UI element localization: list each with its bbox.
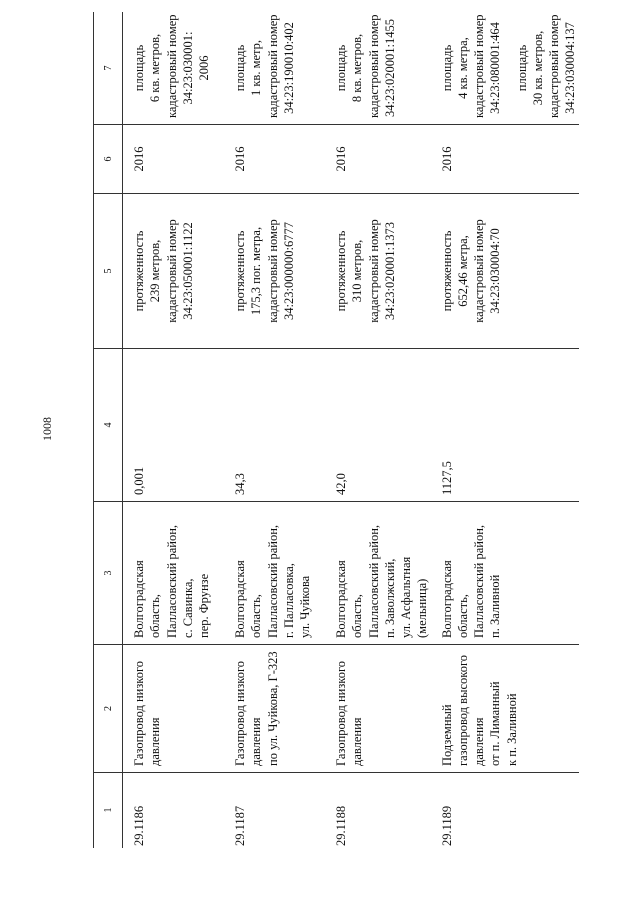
land-line: кадастровый номер xyxy=(547,14,561,118)
description-line: 34:23:000000:6777 xyxy=(281,222,296,320)
description-line: 34:23:020001:1373 xyxy=(382,222,397,320)
location-line: с. Савинка, xyxy=(180,578,195,638)
entry-number: 29.1187 xyxy=(233,805,247,846)
entry-number: 29.1189 xyxy=(439,805,454,846)
object-name-line: Газопровод низкого xyxy=(132,660,146,766)
cell-description xyxy=(325,194,431,349)
description-line: протяженность xyxy=(233,230,247,312)
land-line: площадь xyxy=(233,44,247,92)
entry-number: 29.1186 xyxy=(132,805,146,846)
land-line: 6 кв. метров, xyxy=(148,33,163,103)
location-line: область, xyxy=(148,594,163,638)
cell-name xyxy=(325,645,431,773)
description-line: 34:23:050001:1122 xyxy=(180,222,195,320)
land-line: кадастровый номер xyxy=(265,14,280,118)
description-line: 239 метров, xyxy=(148,239,163,303)
cell-name xyxy=(123,645,225,773)
land-line: 34:23:030004:137 xyxy=(563,22,578,114)
land-line: 34:23:030001: xyxy=(180,31,195,105)
table-row xyxy=(431,12,579,848)
land-line: 34:23:190010:402 xyxy=(281,22,296,114)
cell-description xyxy=(224,194,325,349)
land-line: 30 кв. метров, xyxy=(530,30,545,106)
spacer xyxy=(504,18,514,118)
description-line: протяженность xyxy=(334,230,348,312)
table-body xyxy=(123,12,579,848)
cell-value xyxy=(325,349,431,502)
object-name-line: давления xyxy=(249,717,264,766)
land-line: 34:23:020001:1455 xyxy=(382,19,397,117)
description-line: кадастровый номер xyxy=(164,219,179,323)
location-line: область, xyxy=(350,594,365,638)
object-name-line: давления xyxy=(148,717,163,766)
header-col-7: 7 xyxy=(94,12,123,125)
header-col-1: 1 xyxy=(94,773,123,849)
cell-value xyxy=(123,349,225,502)
object-name-line: давления xyxy=(350,717,365,766)
cell-year xyxy=(224,125,325,194)
cell-year xyxy=(325,125,431,194)
cell-land xyxy=(224,12,325,125)
location-line: Волгоградская xyxy=(439,560,454,638)
cell-year xyxy=(431,125,579,194)
cell-number xyxy=(224,773,325,849)
location-line: Волгоградская xyxy=(132,560,146,638)
cell-land xyxy=(431,12,579,125)
object-name-line: газопровод высокого xyxy=(455,654,470,766)
land-line: кадастровый номер xyxy=(366,14,381,118)
description-line: 175,3 пог. метра, xyxy=(249,226,264,316)
value-text: 0,001 xyxy=(132,466,146,495)
object-name-line: по ул. Чуйкова, Г-323 xyxy=(265,651,280,766)
cell-number xyxy=(325,773,431,849)
year-text: 2016 xyxy=(233,146,247,172)
location-line: Палласовский район, xyxy=(164,524,179,638)
location-line: область, xyxy=(249,594,264,638)
cell-number xyxy=(123,773,225,849)
entry-number: 29.1188 xyxy=(334,805,348,846)
location-line: п. Заволжский, xyxy=(382,558,397,638)
location-line: г. Палласовка, xyxy=(281,563,296,638)
cell-year xyxy=(123,125,225,194)
header-col-2: 2 xyxy=(94,645,123,773)
header-col-3: 3 xyxy=(94,502,123,645)
object-name-line: Подземный xyxy=(439,704,454,766)
cell-description xyxy=(431,194,579,349)
description-line: 652,46 метра, xyxy=(455,235,470,307)
land-line: 4 кв. метра, xyxy=(455,37,470,99)
location-line: (мельница) xyxy=(415,578,430,638)
year-text: 2016 xyxy=(439,146,454,172)
description-line: 310 метров, xyxy=(350,239,365,303)
location-line: область, xyxy=(455,594,470,638)
page-number: 1008 xyxy=(40,417,54,441)
description-line: протяженность xyxy=(132,230,146,312)
description-line: кадастровый номер xyxy=(265,219,280,323)
land-line: 8 кв. метров, xyxy=(350,33,365,103)
header-col-6: 6 xyxy=(94,125,123,194)
cell-land xyxy=(325,12,431,125)
object-name-line: Газопровод низкого xyxy=(233,660,247,766)
land-line: площадь xyxy=(439,44,454,92)
location-line: ул. Асфальтная xyxy=(399,556,413,638)
cell-location xyxy=(431,502,579,645)
cell-description xyxy=(123,194,225,349)
cell-number xyxy=(431,773,579,849)
cell-location xyxy=(224,502,325,645)
land-line: площадь xyxy=(132,44,146,92)
land-line: 1 кв. метр, xyxy=(249,39,264,97)
register-table xyxy=(93,12,579,848)
land-line: 34:23:080001:464 xyxy=(488,22,503,114)
land-line: 2006 xyxy=(197,55,211,81)
cell-value xyxy=(224,349,325,502)
value-text: 34,3 xyxy=(233,473,247,495)
table-row xyxy=(325,12,431,848)
year-text: 2016 xyxy=(132,146,146,172)
location-line: Волгоградская xyxy=(334,560,348,638)
land-line: площадь xyxy=(514,44,529,92)
object-name-line: давления xyxy=(472,717,486,766)
cell-name xyxy=(431,645,579,773)
location-line: Палласовский район, xyxy=(472,524,486,638)
cell-location xyxy=(325,502,431,645)
location-line: Волгоградская xyxy=(233,560,247,638)
land-line: кадастровый номер xyxy=(164,14,179,118)
cell-name xyxy=(224,645,325,773)
object-name-line: от п. Лиманный xyxy=(488,681,503,766)
description-line: кадастровый номер xyxy=(366,219,381,323)
land-line: кадастровый номер xyxy=(472,14,486,118)
description-line: кадастровый номер xyxy=(472,219,486,323)
object-name-line: Газопровод низкого xyxy=(334,660,348,766)
header-col-5: 5 xyxy=(94,194,123,349)
location-line: Палласовский район, xyxy=(265,524,280,638)
table-row xyxy=(123,12,225,848)
header-row xyxy=(94,12,123,848)
cell-land xyxy=(123,12,225,125)
header-col-4: 4 xyxy=(94,349,123,502)
year-text: 2016 xyxy=(334,146,348,172)
object-name-line: к п. Заливной xyxy=(504,693,519,766)
value-text: 1127,5 xyxy=(439,461,454,495)
value-text: 42,0 xyxy=(334,473,348,495)
location-line: п. Заливной xyxy=(488,574,503,638)
register-table-frame xyxy=(93,14,613,848)
cell-value xyxy=(431,349,579,502)
description-line: 34:23:030004:70 xyxy=(488,228,503,314)
table-row xyxy=(224,12,325,848)
location-line: Палласовский район, xyxy=(366,524,381,638)
land-line: площадь xyxy=(334,44,348,92)
cell-location xyxy=(123,502,225,645)
description-line: протяженность xyxy=(439,230,454,312)
location-line: пер. Фрунзе xyxy=(197,573,211,638)
location-line: ул. Чуйкова xyxy=(298,575,312,638)
